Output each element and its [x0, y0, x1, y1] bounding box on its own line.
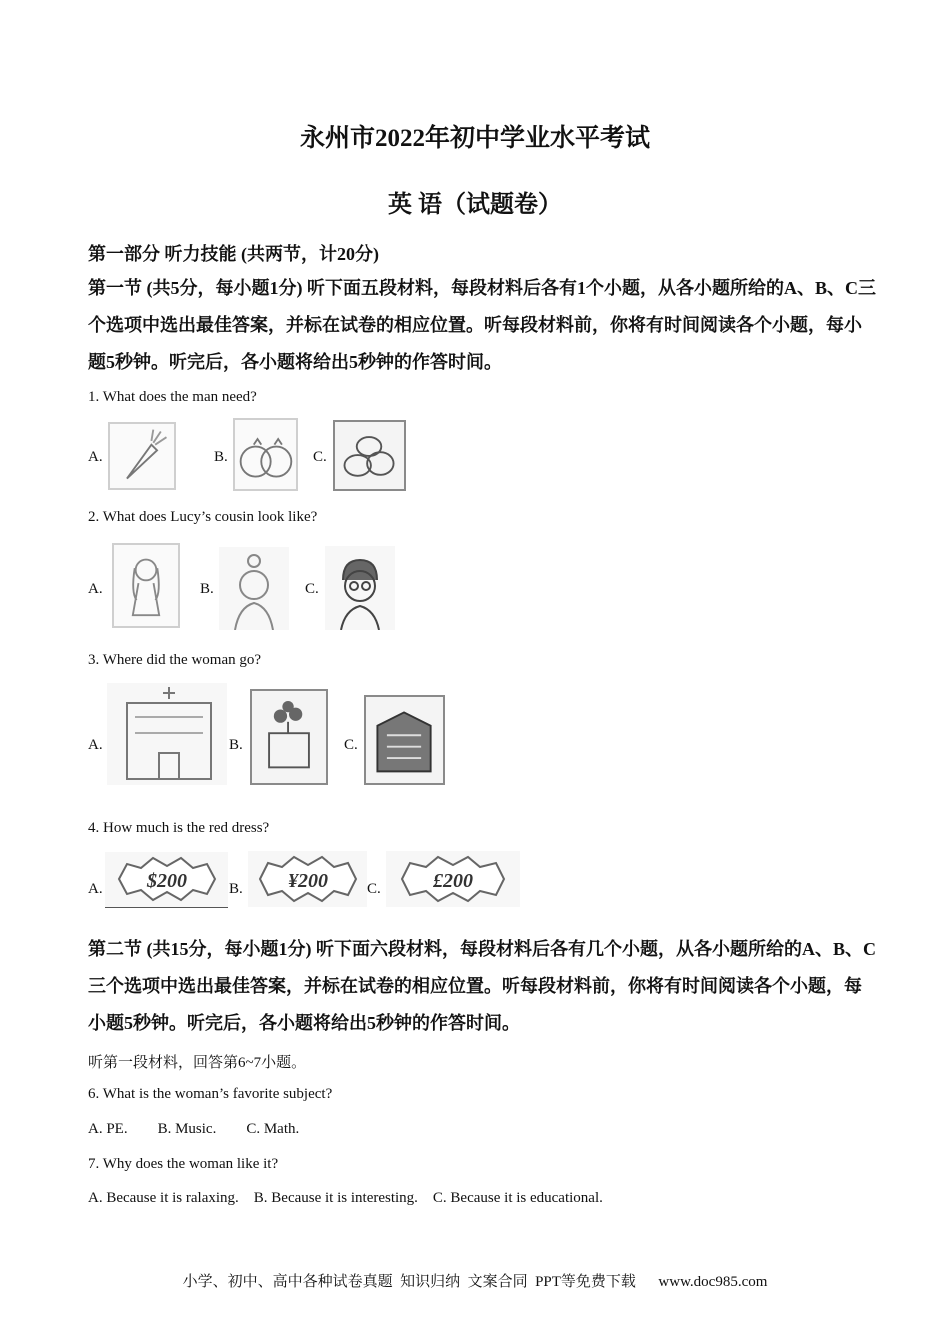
option-label-b: B. [229, 881, 243, 897]
question-1: 1. What does the man need? [88, 389, 257, 405]
page-footer: 小学、初中、高中各种试卷真题 知识归纳 文案合同 PPT等免费下载 www.doc985.com [182, 1274, 768, 1290]
listening-note: 听第一段材料，回答第6~7小题。 [88, 1055, 307, 1071]
question-6-options: A. PE. B. Music. C. Math. [88, 1121, 300, 1137]
boy-with-glasses-picture-icon[interactable] [325, 546, 395, 630]
option-a-underline [105, 907, 228, 908]
girl-with-bun-picture-icon[interactable] [219, 547, 289, 630]
price-yuan-text: ¥200 [288, 870, 328, 892]
option-label-a: A. [88, 881, 103, 897]
option-label-c: C. [313, 449, 327, 465]
question-6: 6. What is the woman’s favorite subject? [88, 1086, 333, 1102]
option-label-c: C. [367, 881, 381, 897]
option-label-b: B. [229, 737, 243, 753]
price-tag-dollar-icon[interactable] [105, 852, 228, 907]
option-label-a: A. [88, 581, 103, 597]
question-7: 7. Why does the woman like it? [88, 1156, 279, 1172]
price-tag-pound-icon[interactable] [386, 851, 520, 907]
question-4: 4. How much is the red dress? [88, 820, 270, 836]
option-label-c: C. [305, 581, 319, 597]
bookstore-picture-icon[interactable] [364, 695, 445, 785]
option-label-b: B. [214, 449, 228, 465]
tomato-picture-icon[interactable] [233, 418, 298, 491]
price-dollar-text: $200 [147, 870, 187, 892]
option-label-a: A. [88, 449, 103, 465]
page-subtitle: 英 语（试题卷） [388, 192, 562, 218]
part-heading: 第一部分 听力技能 (共两节，计20分) [88, 244, 379, 264]
long-hair-girl-picture-icon[interactable] [112, 543, 180, 628]
price-pound-text: £200 [433, 870, 473, 892]
question-2: 2. What does Lucy’s cousin look like? [88, 509, 318, 525]
option-label-b: B. [200, 581, 214, 597]
section2-instructions: 第二节 (共15分，每小题1分) 听下面六段材料，每段材料后各有几个小题，从各小题所给的A、B、C三个选项中选出最佳答案，并标在试卷的相应位置。听每段材料前，你将有时间阅读各个小题，每小题5秒钟。听完后，各小题将给出5秒钟的作答时间。 [88, 939, 876, 1033]
price-tag-yuan-icon[interactable] [248, 851, 367, 907]
flower-shop-picture-icon[interactable] [250, 689, 328, 785]
question-3: 3. Where did the woman go? [88, 652, 262, 668]
page-title: 永州市2022年初中学业水平考试 [299, 125, 650, 152]
option-label-c: C. [344, 737, 358, 753]
carrot-picture-icon[interactable] [108, 422, 176, 490]
option-label-a: A. [88, 737, 103, 753]
question-7-options: A. Because it is ralaxing. B. Because it is interesting. C. Because it is educational. [88, 1190, 603, 1206]
section1-instructions: 第一节 (共5分，每小题1分) 听下面五段材料，每段材料后各有1个小题，从各小题所给的A、B、C三个选项中选出最佳答案，并标在试卷的相应位置。听每段材料前，你将有时间阅读各个小题，每小题5秒钟。听完后，各小题将给出5秒钟的作答时间。 [88, 278, 876, 372]
potato-picture-icon[interactable] [333, 420, 406, 491]
hospital-picture-icon[interactable] [107, 683, 227, 785]
